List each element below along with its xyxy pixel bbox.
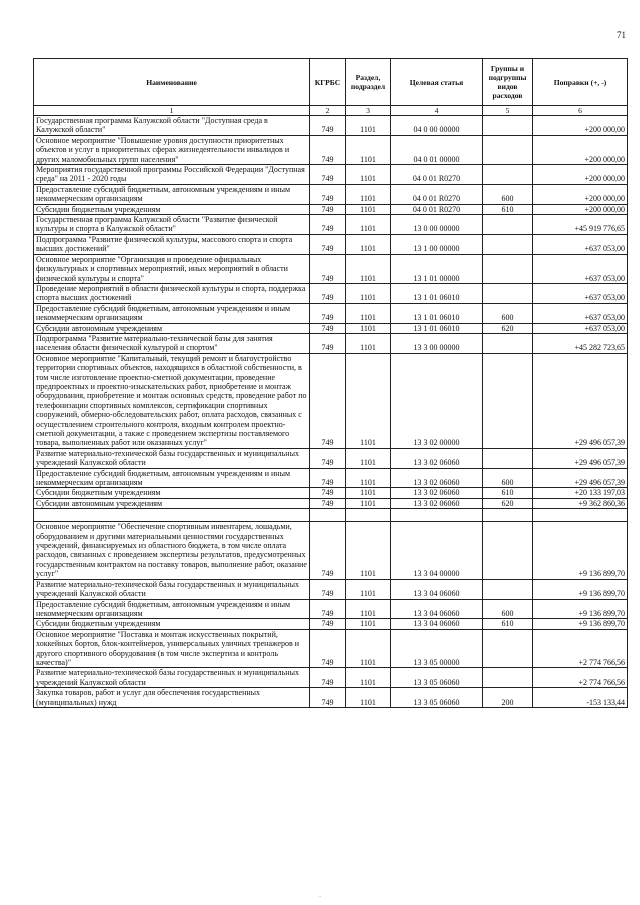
cell-kgrbs: 749 [310,116,346,136]
cell-razdel: 1101 [346,468,391,488]
cell-group [483,215,533,235]
cell-group [483,116,533,136]
cell-name: Государственная программа Калужской области "Доступная среда в Калужской области" [34,116,310,136]
cell-name: Основное мероприятие "Повышение уровня доступности приоритетных объектов и услуг в приоритетных сферах жизнедеятельности инвалидов и других маломобильных групп населения" [34,135,310,164]
cell-article: 13 3 04 06060 [391,579,483,599]
cell-group [483,135,533,164]
cell-kgrbs: 749 [310,135,346,164]
cell-kgrbs: 749 [310,323,346,333]
cell-amount: +45 282 723,65 [533,333,628,353]
cell-group [483,234,533,254]
column-header-name: Наименование [34,59,310,106]
cell-amount: +9 136 899,70 [533,619,628,629]
cell-razdel: 1101 [346,599,391,619]
cell-name: Основное мероприятие "Организация и проведение официальных физкультурных и спортивных мероприятий, иных мероприятий в области физической культуры и спорта" [34,254,310,283]
cell-name: Подпрограмма "Развитие материально-технической базы для занятия населения области физической культурой и спортом" [34,333,310,353]
cell-amount: +2 774 766,56 [533,629,628,668]
table-row [34,283,628,303]
column-number-row [34,106,628,116]
cell-kgrbs: 749 [310,498,346,508]
cell-razdel: 1101 [346,135,391,164]
cell-article: 13 3 02 06060 [391,468,483,488]
cell-name: Основное мероприятие "Поставка и монтаж искусственных покрытий, хоккейных бортов, блок-контейнеров, универсальных уличных тренажеров и другого спортивного оборудования (в том числе экспертиза и контроль качества)" [34,629,310,668]
cell-razdel: 1101 [346,688,391,708]
cell-kgrbs: 749 [310,522,346,579]
cell-name: Предоставление субсидий бюджетным, автономным учреждениям и иным некоммерческим организациям [34,468,310,488]
table-row [34,135,628,164]
column-header-razdel: Раздел, подраздел [346,59,391,106]
cell-kgrbs: 749 [310,668,346,688]
cell-amount: +637 053,00 [533,254,628,283]
cell-article: 13 3 04 06060 [391,599,483,619]
cell-article: 13 1 00 00000 [391,234,483,254]
cell-name: Основное мероприятие "Капитальный, текущий ремонт и благоустройство территории спортивных объектов, находящихся в областной собственности, в том числе изготовление проектно-сметной документации, проведение предпроектных и проектно-изыскательских работ, приобретение и монтаж оборудования, приобретение и монтаж основных средств, проведение работ по телефонизации спортивных комплексов, сертификации спортивных сооружений, обмерно-обследовательских работ, оплата расходов, связанных с осуществлением строительного контроля, входным контролем проектно-сметной документации, а также с проведением экспертизы поставляемого товара, выполненных работ или оказанных услуг" [34,353,310,448]
cell-group [483,165,533,185]
column-number: 4 [391,106,483,116]
cell-article: 13 3 02 06060 [391,448,483,468]
table-row [34,234,628,254]
table-body [34,116,628,708]
cell-kgrbs: 749 [310,599,346,619]
cell-group: 610 [483,488,533,498]
cell-razdel: 1101 [346,303,391,323]
cell-kgrbs: 749 [310,283,346,303]
cell-article: 13 1 01 06010 [391,303,483,323]
cell-razdel: 1101 [346,204,391,214]
table-row [34,323,628,333]
table-row [34,579,628,599]
page-number: 71 [617,30,626,40]
cell-article: 13 1 01 06010 [391,283,483,303]
cell-article: 13 3 02 06060 [391,488,483,498]
cell-kgrbs: 749 [310,688,346,708]
table-row [34,116,628,136]
cell-amount: +200 000,00 [533,204,628,214]
cell-amount: +9 136 899,70 [533,599,628,619]
table-row [34,333,628,353]
cell-razdel: 1101 [346,184,391,204]
cell-group: 600 [483,303,533,323]
cell-group [483,579,533,599]
cell-amount: +200 000,00 [533,165,628,185]
cell-group [483,254,533,283]
cell-article: 13 3 04 00000 [391,522,483,579]
table-row [34,254,628,283]
table-row [34,165,628,185]
cell-kgrbs: 749 [310,204,346,214]
cell-kgrbs: 749 [310,468,346,488]
cell-name: Субсидии автономным учреждениям [34,498,310,508]
table-row [34,204,628,214]
cell-article: 13 1 01 00000 [391,254,483,283]
cell-kgrbs: 749 [310,579,346,599]
cell-group: 610 [483,204,533,214]
cell-amount: +9 362 860,36 [533,498,628,508]
cell-amount: +200 000,00 [533,184,628,204]
cell-razdel: 1101 [346,254,391,283]
cell-article: 13 3 02 06060 [391,498,483,508]
table-row [34,668,628,688]
cell-amount: +637 053,00 [533,283,628,303]
cell-group: 620 [483,323,533,333]
cell-razdel: 1101 [346,116,391,136]
cell-article: 04 0 01 00000 [391,135,483,164]
cell-amount: +200 000,00 [533,135,628,164]
cell-amount: +637 053,00 [533,323,628,333]
table-row [34,353,628,448]
cell-kgrbs: 749 [310,254,346,283]
cell-article: 13 3 04 06060 [391,619,483,629]
cell-name: Субсидии автономным учреждениям [34,323,310,333]
table-header-row [34,59,628,106]
column-number: 5 [483,106,533,116]
cell-razdel: 1101 [346,215,391,235]
column-number: 1 [34,106,310,116]
cell-article: 04 0 01 R0270 [391,184,483,204]
cell-article: 13 3 00 00000 [391,333,483,353]
cell-name: Подпрограмма "Развитие физической культуры, массового спорта и спорта высших достижений" [34,234,310,254]
column-number: 3 [346,106,391,116]
cell-name: Закупка товаров, работ и услуг для обеспечения государственных (муниципальных) нужд [34,688,310,708]
cell-name: Субсидии бюджетным учреждениям [34,204,310,214]
table-row [34,599,628,619]
cell-group [483,283,533,303]
cell-kgrbs: 749 [310,333,346,353]
cell-razdel: 1101 [346,488,391,498]
cell-kgrbs: 749 [310,629,346,668]
cell-razdel: 1101 [346,165,391,185]
table-row [34,509,628,522]
table-row [34,303,628,323]
table-row [34,215,628,235]
cell-article: 13 3 05 06060 [391,688,483,708]
budget-table [33,58,628,708]
table-row [34,184,628,204]
cell-name: Проведение мероприятий в области физической культуры и спорта, поддержка спорта высших достижений [34,283,310,303]
cell-article: 13 0 00 00000 [391,215,483,235]
cell-razdel: 1101 [346,448,391,468]
cell-amount: +20 133 197,03 [533,488,628,498]
column-number: 6 [533,106,628,116]
column-number: 2 [310,106,346,116]
cell-name [34,509,310,522]
cell-article: 04 0 01 R0270 [391,165,483,185]
cell-article [391,509,483,522]
cell-article: 04 0 01 R0270 [391,204,483,214]
cell-kgrbs: 749 [310,488,346,498]
footer-mark: · [318,893,322,901]
cell-group [483,668,533,688]
cell-amount: +637 053,00 [533,303,628,323]
cell-kgrbs: 749 [310,448,346,468]
cell-razdel: 1101 [346,522,391,579]
cell-kgrbs: 749 [310,165,346,185]
cell-group: 600 [483,468,533,488]
cell-article: 13 1 01 06010 [391,323,483,333]
cell-name: Развитие материально-технической базы государственных и муниципальных учреждений Калужской области [34,448,310,468]
cell-group: 610 [483,619,533,629]
cell-group [483,522,533,579]
cell-razdel: 1101 [346,234,391,254]
cell-amount: +29 496 057,39 [533,448,628,468]
cell-name: Развитие материально-технической базы государственных и муниципальных учреждений Калужской области [34,668,310,688]
cell-article: 13 3 02 00000 [391,353,483,448]
table-row [34,488,628,498]
cell-group [483,333,533,353]
cell-name: Мероприятия государственной программы Российской Федерации "Доступная среда" на 2011 - 2020 годы [34,165,310,185]
cell-amount: +45 919 776,65 [533,215,628,235]
cell-kgrbs: 749 [310,215,346,235]
cell-name: Развитие материально-технической базы государственных и муниципальных учреждений Калужской области [34,579,310,599]
cell-amount: +637 053,00 [533,234,628,254]
cell-amount: +29 496 057,39 [533,353,628,448]
cell-amount: +200 000,00 [533,116,628,136]
cell-amount [533,509,628,522]
table-row [34,498,628,508]
cell-name: Государственная программа Калужской области "Развитие физической культуры и спорта в Калужской области" [34,215,310,235]
table-row [34,448,628,468]
cell-razdel: 1101 [346,333,391,353]
cell-group [483,353,533,448]
table-row [34,468,628,488]
cell-kgrbs: 749 [310,184,346,204]
cell-amount: +9 136 899,70 [533,579,628,599]
table-row [34,629,628,668]
cell-article: 04 0 00 00000 [391,116,483,136]
cell-article: 13 3 05 00000 [391,629,483,668]
cell-amount: +9 136 899,70 [533,522,628,579]
cell-group: 600 [483,184,533,204]
cell-amount: +29 496 057,39 [533,468,628,488]
cell-group [483,629,533,668]
cell-razdel: 1101 [346,619,391,629]
column-header-kgrbs: КГРБС [310,59,346,106]
cell-kgrbs [310,509,346,522]
cell-kgrbs: 749 [310,619,346,629]
table-row [34,688,628,708]
column-header-groups: Группы и подгруппы видов расходов [483,59,533,106]
cell-name: Предоставление субсидий бюджетным, автономным учреждениям и иным некоммерческим организациям [34,184,310,204]
cell-name: Субсидии бюджетным учреждениям [34,488,310,498]
cell-name: Субсидии бюджетным учреждениям [34,619,310,629]
cell-razdel [346,509,391,522]
cell-kgrbs: 749 [310,303,346,323]
cell-kgrbs: 749 [310,353,346,448]
cell-name: Предоставление субсидий бюджетным, автономным учреждениям и иным некоммерческим организациям [34,303,310,323]
cell-amount: +2 774 766,56 [533,668,628,688]
cell-group [483,509,533,522]
table-row [34,619,628,629]
cell-name: Основное мероприятие "Обеспечение спортивным инвентарем, лошадьми, оборудованием и другими материальными ценностями государственных учреждений, финансируемых из областного бюджета, в том числе оплата расходов, связанных с проведением экспертизы результатов, предусмотренных государственным контрактом на поставку товаров, выполнение работ, оказание услуг" [34,522,310,579]
cell-razdel: 1101 [346,668,391,688]
cell-razdel: 1101 [346,353,391,448]
table-row [34,522,628,579]
cell-group [483,448,533,468]
cell-group: 620 [483,498,533,508]
cell-razdel: 1101 [346,629,391,668]
cell-name: Предоставление субсидий бюджетным, автономным учреждениям и иным некоммерческим организациям [34,599,310,619]
cell-razdel: 1101 [346,579,391,599]
cell-razdel: 1101 [346,283,391,303]
column-header-article: Целевая статья [391,59,483,106]
cell-amount: -153 133,44 [533,688,628,708]
cell-razdel: 1101 [346,498,391,508]
cell-razdel: 1101 [346,323,391,333]
cell-article: 13 3 05 06060 [391,668,483,688]
cell-group: 600 [483,599,533,619]
cell-kgrbs: 749 [310,234,346,254]
column-header-amount: Поправки (+, -) [533,59,628,106]
cell-group: 200 [483,688,533,708]
